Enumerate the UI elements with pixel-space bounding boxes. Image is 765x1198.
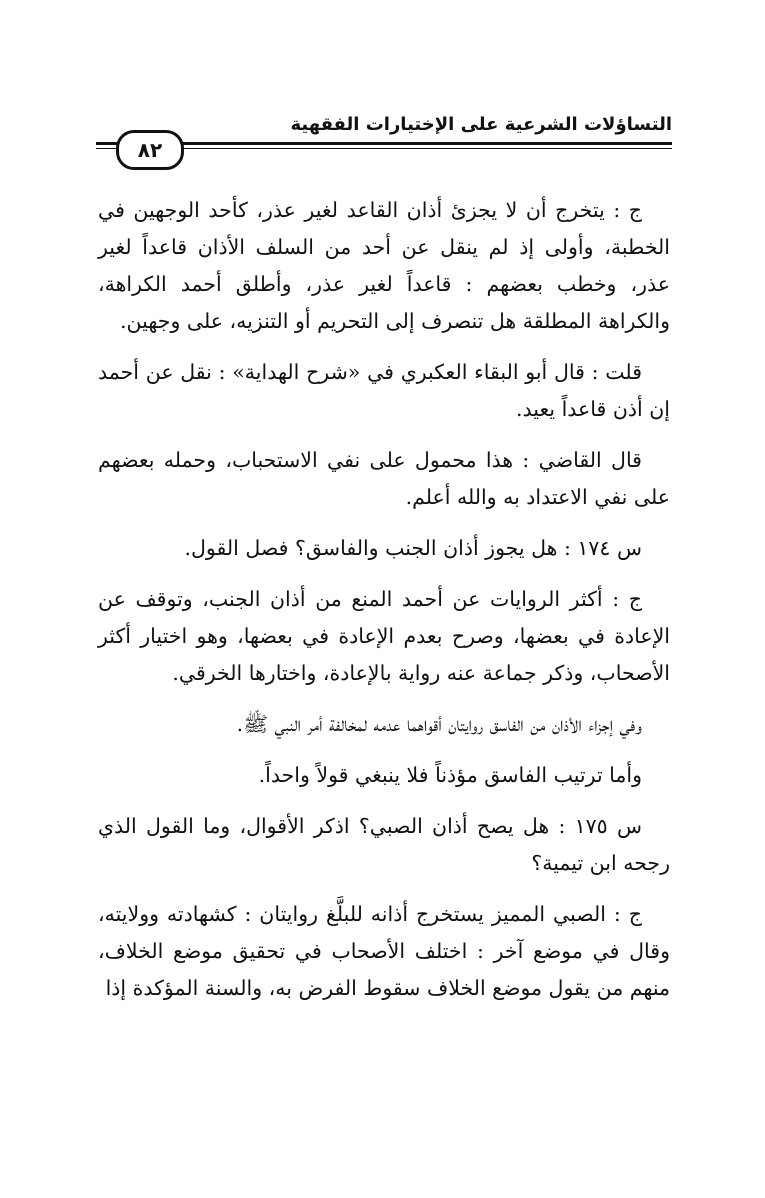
answer-paragraph: ج : أكثر الروايات عن أحمد المنع من أذان الجنب، وتوقف عن الإعادة في بعضها، وصرح بعدم الإعادة في بعضها، وهو اختيار أكثر الأصحاب، وذكر جماعة عنه رواية بالإعادة، واختارها الخرقي.: [98, 587, 670, 685]
quote-paragraph: قلت : قال أبو البقاء العكبري في «شرح الهداية» : نقل عن أحمد إن أذن قاعداً يعيد.: [98, 360, 670, 421]
book-title: التساؤلات الشرعية على الإختيارات الفقهية: [290, 114, 672, 135]
answer-paragraph: ج : الصبي المميز يستخرج أذانه للبلَّغ روايتان : كشهادته وولايته، وقال في موضع آخر : اختلف الأصحاب في تحقيق موضع الخلاف، منهم من يقول موضع الخلاف سقوط الفرض به، والسنة المؤكدة إذا: [98, 902, 670, 1000]
running-header: [96, 108, 672, 162]
question-174: س ١٧٤ : هل يجوز أذان الجنب والفاسق؟ فصل القول.: [184, 536, 642, 560]
question-175: س ١٧٥ : هل يصح أذان الصبي؟ اذكر الأقوال، وما القول الذي رجحه ابن تيمية؟: [98, 814, 670, 875]
page-number: ٨٢: [116, 130, 184, 170]
answer-paragraph: ج : يتخرج أن لا يجزئ أذان القاعد لغير عذر، كأحد الوجهين في الخطبة، وأولى إذ لم ينقل عن أحد من السلف الأذان قاعداً لغير عذر، وخطب بعضهم : قاعداً لغير عذر، وأطلق أحمد الكراهة، والكراهة المطلقة هل تنصرف إلى التحريم أو التنزيه، على وجهين.: [98, 198, 670, 333]
ruling-paragraph: وفي إجزاء الأذان من الفاسق روايتان أقواهما عدمه لمخالفة أمر النبي ﷺ.: [236, 712, 642, 736]
commentary-paragraph: قال القاضي : هذا محمول على نفي الاستحباب، وحمله بعضهم على نفي الاعتداد به والله أعلم.: [98, 448, 670, 509]
page-body: [98, 192, 670, 1021]
ruling-paragraph: وأما ترتيب الفاسق مؤذناً فلا ينبغي قولاً واحداً.: [258, 763, 642, 787]
